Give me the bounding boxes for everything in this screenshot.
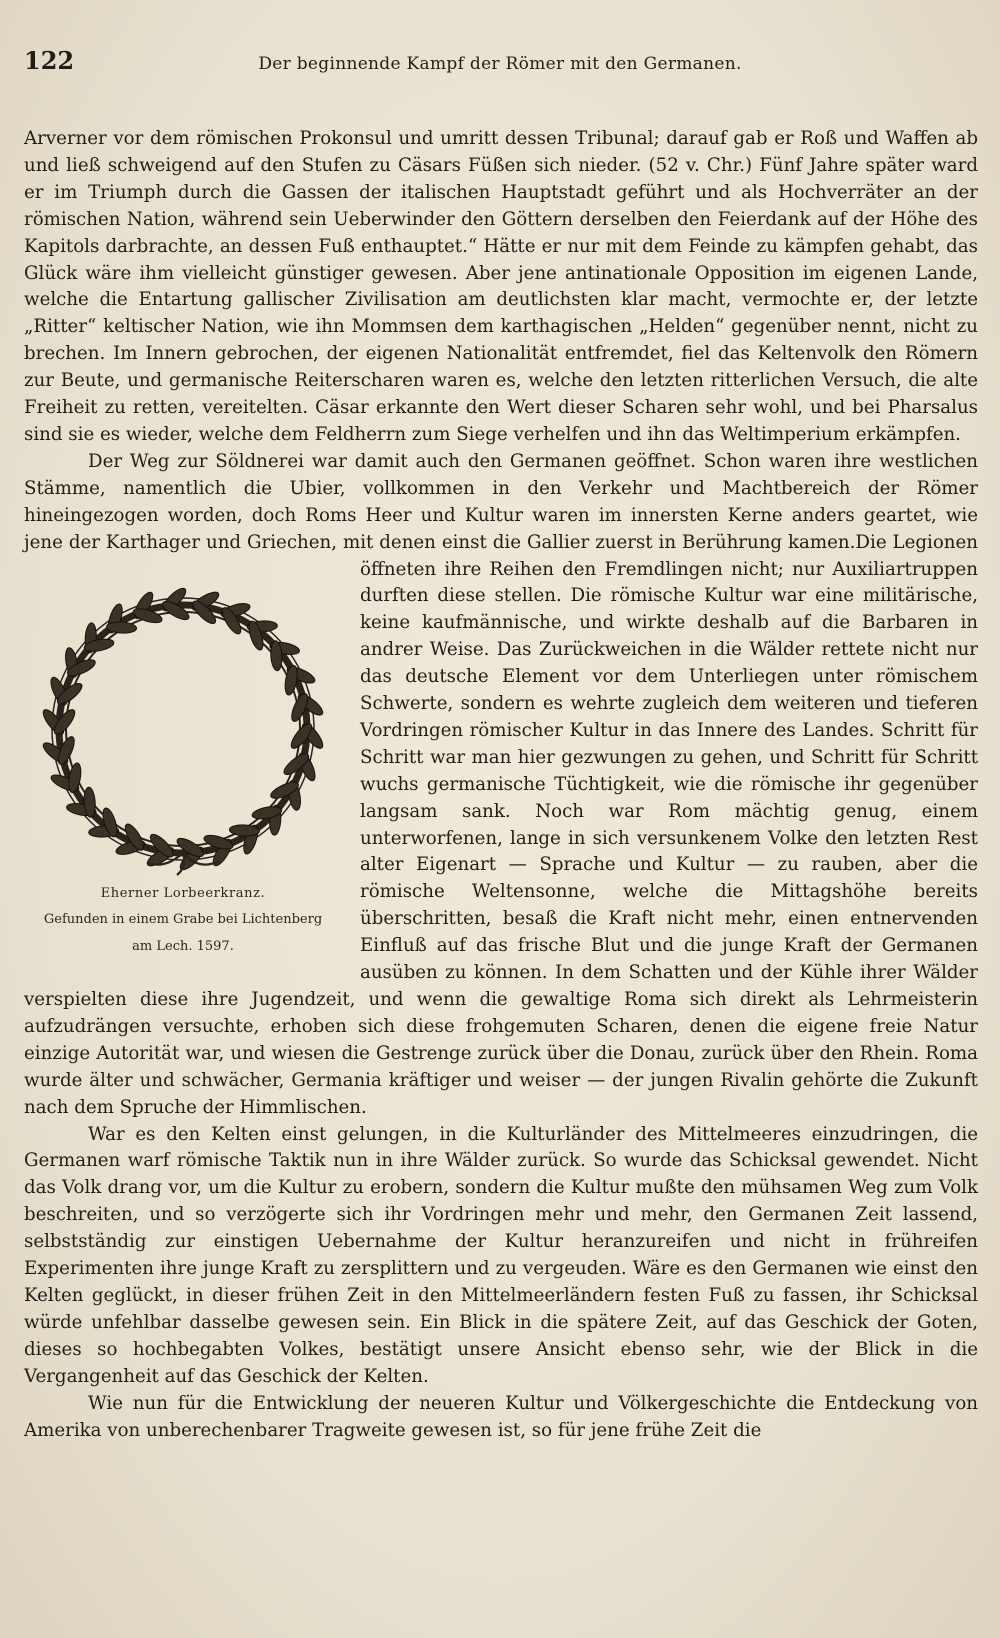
laurel-wreath-icon [33, 579, 333, 879]
caption-title: Eherner Lorbeerkranz. [100, 885, 266, 901]
paragraph-2-continued: Die Legionen öffneten ihre Reihen den Fremdlingen nicht; nur Auxiliartruppen durften diese stellen. Die römische Kultur war eine militärische, keine kaufmännische, und wirkte deshalb auf die Barbaren in andrer Weise. Das Zurückweichen in die Wälder rettete nicht nur das deutsche Element vor dem Unterliegen unter römischem Schwerte, sondern es wehrte zugleich dem weiteren und tieferen Vordringen römischer Kultur in das Innere des Landes. Schritt für Schritt war man hier gezwungen zu gehen, und Schritt für Schritt wuchs germanische Tüchtigkeit, wie die römische ihr gegenüber langsam sank. Noch war Rom mächtig genug, einem unterworfenen, lange in sich versunkenem Volke den letzten Rest alter Eigenart — Sprache und Kultur — zu rauben, aber die römische Weltensonne, welche die Mittagshöhe bereits überschritten, besaß die Kraft nicht mehr, einen entnervenden Einfluß auf das frische Blut und die junge Kraft der Germanen ausüben zu können. In dem Schatten und der Kühle ihrer Wälder verspielten diese ihre Jugendzeit, und wenn die gewaltige Roma sich direkt als Lehrmeisterin aufzudrängen versuchte, erhoben sich diese frohgemuten Scharen, denen die eigene freie Natur einzige Autorität war, und wiesen die Gestrenge zurück über die Donau, zurück über den Rhein. Roma wurde älter und schwächer, Germania kräftiger und weiser — der jungen Rivalin gehörte die Zukunft nach dem Spruche der Himmlischen. [24, 531, 978, 1118]
paragraph-2-text: Der Weg zur Söldnerei war damit auch den Germanen geöffnet. Schon waren ihre westlichen Stämme, namentlich die Ubier, vollkommen in den Verkehr und Machtbereich der Römer hineingezogen worden, doch Roms Heer und Kultur waren im innersten Kerne anders geartet, wie jene der Karthager und Griechen, mit denen einst die Gallier zuerst in Berührung kamen. [24, 450, 978, 553]
running-title: Der beginnende Kampf der Römer mit den Germanen. [258, 54, 742, 74]
paragraph-1: Arverner vor dem römischen Prokonsul und umritt dessen Tribunal; darauf gab er Roß und Waffen ab und ließ schweigend auf den Stufen zu Cäsars Füßen sich nieder. (52 v. Chr.) Fünf Jahre später ward er im Triumph durch die Gassen der italischen Hauptstadt geführt und als Hochverräter an der römischen Nation, während sein Ueberwinder den Göttern derselben den Feierdank auf der Höhe des Kapitols darbrachte, an dessen Fuß enthauptet.“ Hätte er nur mit dem Feinde zu kämpfen gehabt, das Glück wäre ihm vielleicht günstiger gewesen. Aber jene antinationale Opposition im eigenen Lande, welche die Entartung gallischer Zivilisation am deutlichsten klar macht, vermochte er, der letzte „Ritter“ keltischer Nation, wie ihn Mommsen dem karthagischen „Helden“ gegenüber nennt, nicht zu brechen. Im Innern gebrochen, der eigenen Nationalität entfremdet, fiel das Keltenvolk den Römern zur Beute, und germanische Reiterscharen waren es, welche den letzten ritterlichen Versuch, die alte Freiheit zu retten, vereitelten. Cäsar erkannte den Wert dieser Scharen sehr wohl, und bei Pharsalus sind sie es wieder, welche dem Feldherrn zum Siege verhelfen und ihn das Weltimperium erkämpfen. [24, 128, 978, 445]
paragraph-4: Wie nun für die Entwicklung der neueren Kultur und Völkergeschichte die Entdeckung von Amerika von unberechenbarer Tragweite gewesen ist, so für jene frühe Zeit die [24, 1392, 978, 1441]
caption-line-3: am Lech. 1597. [132, 939, 234, 955]
paragraph-2 [24, 449, 978, 1122]
laurel-leaf [283, 664, 299, 695]
wreath-figure [24, 561, 342, 979]
page-number: 122 [24, 46, 75, 75]
caption-line-2: Gefunden in einem Grabe bei Lichtenberg [43, 912, 323, 928]
figure-caption [44, 886, 322, 955]
laurel-leaf [67, 762, 83, 793]
page-header [24, 46, 978, 86]
body-text [24, 126, 978, 1444]
paragraph-3: War es den Kelten einst gelungen, in die Kulturländer des Mittelmeeres einzudringen, die Germanen warf römische Taktik nun in ihre Wälder zurück. So wurde das Schicksal gewendet. Nicht das Volk drang vor, um die Kultur zu erobern, sondern die Kultur mußte den mühsamen Weg zum Volk beschreiten, und so verzögerte sich ihr Vordringen mehr und mehr, den Germanen Zeit lassend, selbstständig zur einstigen Uebernahme der Kultur heranzureifen und nicht in frühreifen Experimenten ihre junge Kraft zu zersplittern und zu vergeuden. Wäre es den Germanen wie einst den Kelten geglückt, in dieser frühen Zeit in den Mittelmeerländern festen Fuß zu fassen, ihr Schicksal würde unfehlbar dasselbe gewesen sein. Ein Blick in die spätere Zeit, auf das Geschick der Goten, dieses so hochbegabten Volkes, bestätigt unsere Ansicht ebenso sehr, wie der Blick in die Vergangenheit auf das Geschick der Kelten. [24, 1123, 978, 1387]
